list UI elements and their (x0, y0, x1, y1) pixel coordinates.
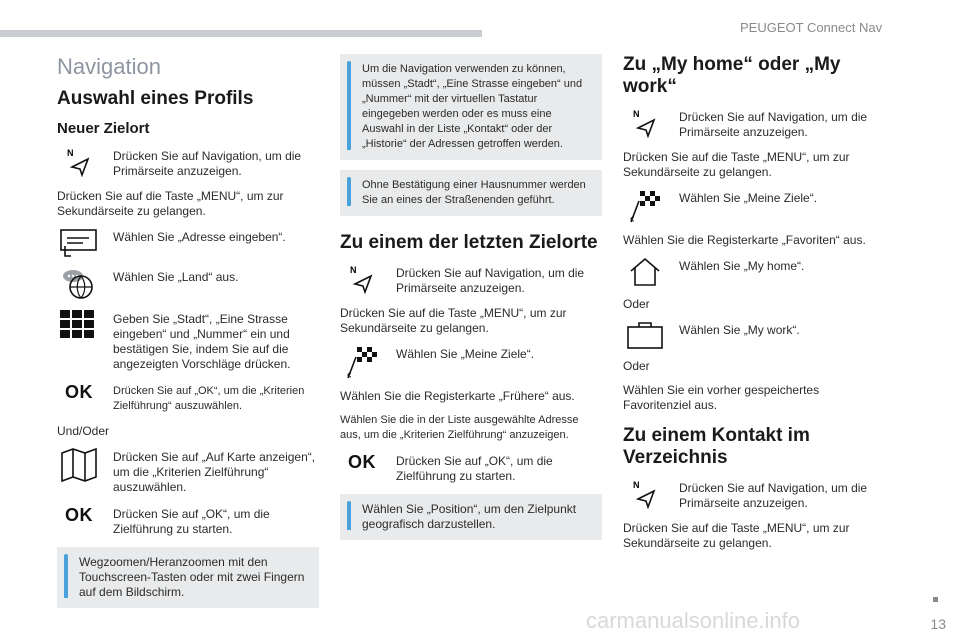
section-title-recent: Zu einem der letzten Zielorte (340, 232, 598, 253)
briefcase-icon (623, 321, 667, 349)
or-label: Oder (623, 359, 650, 373)
step-ok-start (57, 505, 319, 537)
page-header: PEUGEOT Connect Nav (740, 20, 883, 35)
step-navigation (623, 479, 885, 511)
watermark: carmanualsonline.info (586, 608, 801, 633)
info-note-zoom (57, 547, 319, 608)
step-text: Drücken Sie auf Navigation, um die Primärseite anzuzeigen. (113, 149, 302, 178)
navigation-arrow-icon (340, 264, 384, 294)
step-enter-address (57, 228, 319, 258)
column-1 (57, 54, 319, 618)
navigation-arrow-icon (57, 147, 101, 177)
navigation-arrow-icon (623, 479, 667, 509)
page-title: Navigation (57, 54, 161, 79)
step-navigation (57, 147, 319, 179)
step-text: Wählen Sie „Meine Ziele“. (396, 347, 535, 361)
keyboard-icon (57, 310, 101, 338)
paragraph: Wählen Sie die Registerkarte „Frühere“ aus. (340, 389, 575, 403)
step-text: Wählen Sie „My work“. (679, 323, 800, 337)
paragraph: Wählen Sie die in der Liste ausgewählte Adresse aus, um die „Kriterien Zielführung“ anzuzeigen. (340, 414, 579, 441)
step-text: Geben Sie „Stadt“, „Eine Strasse eingeben“ und „Nummer“ ein und bestätigen Sie, indem Sie auf die angezeigten Vorschläge drücken. (113, 312, 291, 371)
svg-text:N: N (67, 148, 74, 158)
ok-button-icon: OK (65, 382, 93, 402)
section-title-contact: Zu einem Kontakt im Verzeichnis (623, 425, 810, 468)
paragraph: Wählen Sie ein vorher gespeichertes Favoritenziel aus. (623, 383, 820, 412)
step-ok-criteria (57, 382, 319, 414)
footer-marker (933, 597, 938, 602)
info-note-required (340, 54, 602, 160)
checkered-flag-icon (623, 189, 667, 223)
step-text: Drücken Sie auf Navigation, um die Primärseite anzuzeigen. (679, 481, 868, 510)
note-text: Um die Navigation verwenden zu können, müssen „Stadt“, „Eine Strasse eingeben“ und „Nummer“ mit der virtuellen Tastatur eingegeben werden oder es muss eine Auswahl in der Liste „Kontakt“ oder der „Historie“ der Adressen getroffen werden. (362, 63, 583, 150)
page-number: 13 (930, 616, 946, 632)
step-text: Drücken Sie auf „OK“, um die Zielführung zu starten. (113, 507, 270, 536)
section-title-profile: Auswahl eines Profils (57, 88, 254, 109)
paragraph: Drücken Sie auf die Taste „MENU“, um zur Sekundärseite zu gelangen. (623, 150, 850, 179)
step-show-on-map (57, 448, 319, 495)
step-text: Wählen Sie „Land“ aus. (113, 270, 239, 284)
step-my-home (623, 257, 885, 287)
step-my-work (623, 321, 885, 349)
ok-button-icon: OK (65, 505, 93, 525)
paragraph: Drücken Sie auf die Taste „MENU“, um zur Sekundärseite zu gelangen. (57, 189, 284, 218)
paragraph: Wählen Sie die Registerkarte „Favoriten“ aus. (623, 233, 866, 247)
step-navigation (340, 264, 602, 296)
home-icon (623, 257, 667, 287)
info-note-house-number (340, 170, 602, 216)
step-country (57, 268, 319, 300)
step-my-destinations (340, 345, 602, 379)
paragraph: Drücken Sie auf die Taste „MENU“, um zur Sekundärseite zu gelangen. (340, 306, 567, 335)
svg-text:N: N (633, 480, 640, 490)
ok-button-icon: OK (348, 452, 376, 472)
step-ok-start (340, 452, 602, 484)
step-navigation (623, 108, 885, 140)
step-text: Wählen Sie „My home“. (679, 259, 805, 273)
column-2 (340, 54, 602, 550)
info-note-position (340, 494, 602, 540)
navigation-arrow-icon (623, 108, 667, 138)
address-input-icon (57, 228, 101, 258)
top-bar (0, 30, 482, 37)
step-enter-city-street (57, 310, 319, 372)
column-3 (623, 54, 885, 560)
step-text: Drücken Sie auf Navigation, um die Primärseite anzuzeigen. (396, 266, 585, 295)
svg-text:N: N (350, 265, 357, 275)
map-icon (57, 448, 101, 482)
or-label: Oder (623, 297, 650, 311)
step-text: Drücken Sie auf „OK“, um die „Kriterien Zielführung“ auszuwählen. (113, 385, 305, 412)
step-my-destinations (623, 189, 885, 223)
note-text: Ohne Bestätigung einer Hausnummer werden Sie an eines der Straßenenden geführt. (362, 179, 586, 206)
paragraph: Drücken Sie auf die Taste „MENU“, um zur Sekundärseite zu gelangen. (623, 521, 850, 550)
step-text: Drücken Sie auf Navigation, um die Primärseite anzuzeigen. (679, 110, 868, 139)
country-globe-icon (57, 268, 101, 300)
step-text: Wählen Sie „Adresse eingeben“. (113, 230, 286, 244)
step-text: Wählen Sie „Meine Ziele“. (679, 191, 818, 205)
note-text: Wegzoomen/Heranzoomen mit den Touchscreen-Tasten oder mit zwei Fingern auf dem Bildschirm. (79, 555, 305, 599)
subsection-title-new-destination: Neuer Zielort (57, 120, 150, 137)
checkered-flag-icon (340, 345, 384, 379)
svg-text:N: N (633, 109, 640, 119)
step-text: Drücken Sie auf „Auf Karte anzeigen“, um die „Kriterien Zielführung“ auszuwählen. (113, 450, 316, 494)
step-text: Drücken Sie auf „OK“, um die Zielführung zu starten. (396, 454, 553, 483)
section-title-home-work: Zu „My home“ oder „My work“ (623, 54, 841, 97)
and-or-label: Und/Oder (57, 424, 110, 438)
note-text: Wählen Sie „Position“, um den Zielpunkt geografisch darzustellen. (362, 502, 577, 531)
